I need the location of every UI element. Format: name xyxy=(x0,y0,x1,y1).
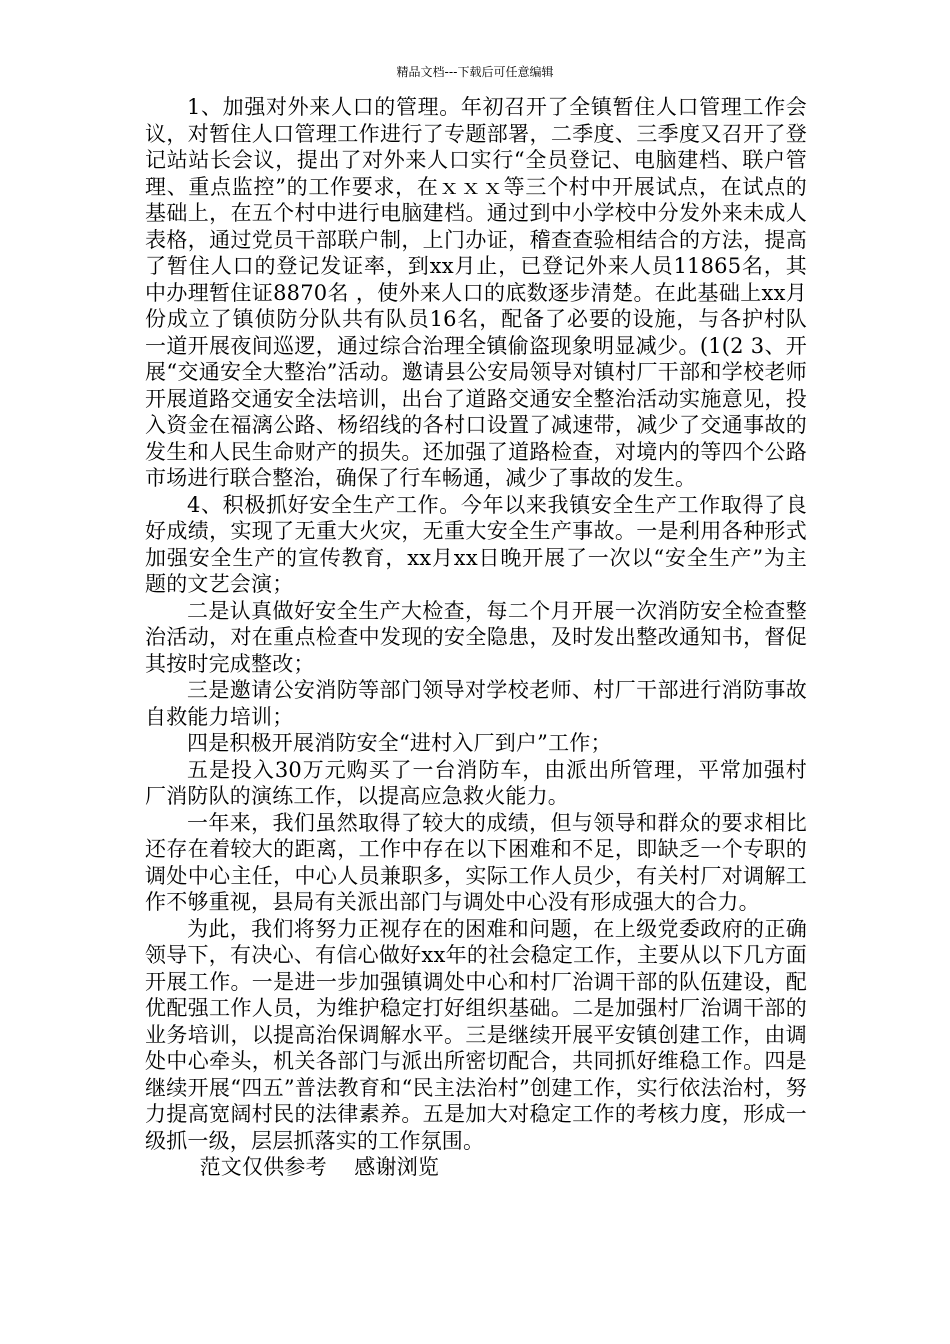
paragraph-population-and-traffic: 1、加强对外来人口的管理。年初召开了全镇暂住人口管理工作会议，对暂住人口管理工作进行了专题部署，二季度、三季度又召开了登记站站长会议，提出了对外来人口实行“全员登记、电脑建档、联户管理、重点监控”的工作要求，在ｘｘｘ等三个村中开展试点，在试点的基础上，在五个村中进行电脑建档。通过到中小学校中分发外来未成人表格，通过党员干部联户制，上门办证，稽查查验相结合的方法，提高了暂住人口的登记发证率，到xx月止，已登记外来人员11865名，其中办理暂住证8870名 ，使外来人口的底数逐步清楚。在此基础上xx月份成立了镇侦防分队共有队员16名，配备了必要的设施，与各护村队一道开展夜间巡逻，通过综合治理全镇偷盗现象明显减少。(1(2 3、开展“交通安全大整治”活动。邀请县公安局领导对镇村厂干部和学校老师开展道路交通安全法培训，出台了道路交通安全整治活动实施意见，投入资金在福漓公路、杨绍线的各村口设置了减速带，减少了交通事故的发生和人民生命财产的损失。还加强了道路检查，对境内的等四个公路市场进行联合整治，确保了行车畅通，减少了事故的发生。 xyxy=(145,95,807,490)
paragraph-fire-training: 三是邀请公安消防等部门领导对学校老师、村厂干部进行消防事故自救能力培训； xyxy=(145,678,807,729)
paragraph-future-plans: 为此，我们将努力正视存在的困难和问题，在上级党委政府的正确领导下，有决心、有信心做好xx年的社会稳定工作，主要从以下几方面开展工作。一是进一步加强镇调处中心和村厂治调干部的队伍建设，配优配强工作人员，为维护稳定打好组织基础。二是加强村厂治调干部的业务培训，以提高治保调解水平。三是继续开展平安镇创建工作，由调处中心牵头，机关各部门与派出所密切配合，共同抓好维稳工作。四是继续开展“四五”普法教育和“民主法治村”创建工作，实行依法治村，努力提高宽阔村民的法律素养。五是加大对稳定工作的考核力度，形成一级抓一级，层层抓落实的工作氛围。 xyxy=(145,916,807,1153)
paragraph-safety-production: 4、积极抓好安全生产工作。今年以来我镇安全生产工作取得了良好成绩，实现了无重大火灾，无重大安全生产事故。一是利用各种形式加强安全生产的宣传教育，xx月xx日晚开展了一次以“安全生产”为主题的文艺会演； xyxy=(145,492,807,596)
document-body xyxy=(145,94,807,1181)
page-header: 精品文档---下载后可任意编辑 xyxy=(396,65,554,79)
paragraph-shortcomings: 一年来，我们虽然取得了较大的成绩，但与领导和群众的要求相比还存在着较大的距离，工作中存在以下困难和不足，即缺乏一个专职的调处中心主任，中心人员兼职多，实际工作人员少，有关村厂对调解工作不够重视，县局有关派出部门与调处中心没有形成强大的合力。 xyxy=(145,810,807,914)
closing-note: 范文仅供参考 感谢浏览 xyxy=(199,1155,440,1179)
paragraph-fire-campaign: 四是积极开展消防安全“进村入厂到户”工作； xyxy=(187,731,612,755)
paragraph-safety-inspection: 二是认真做好安全生产大检查，每二个月开展一次消防安全检查整治活动，对在重点检查中发现的安全隐患，及时发出整改通知书，督促其按时完成整改； xyxy=(145,598,807,676)
paragraph-fire-truck: 五是投入30万元购买了一台消防车，由派出所管理，平常加强村厂消防队的演练工作，以提高应急救火能力。 xyxy=(145,757,807,808)
